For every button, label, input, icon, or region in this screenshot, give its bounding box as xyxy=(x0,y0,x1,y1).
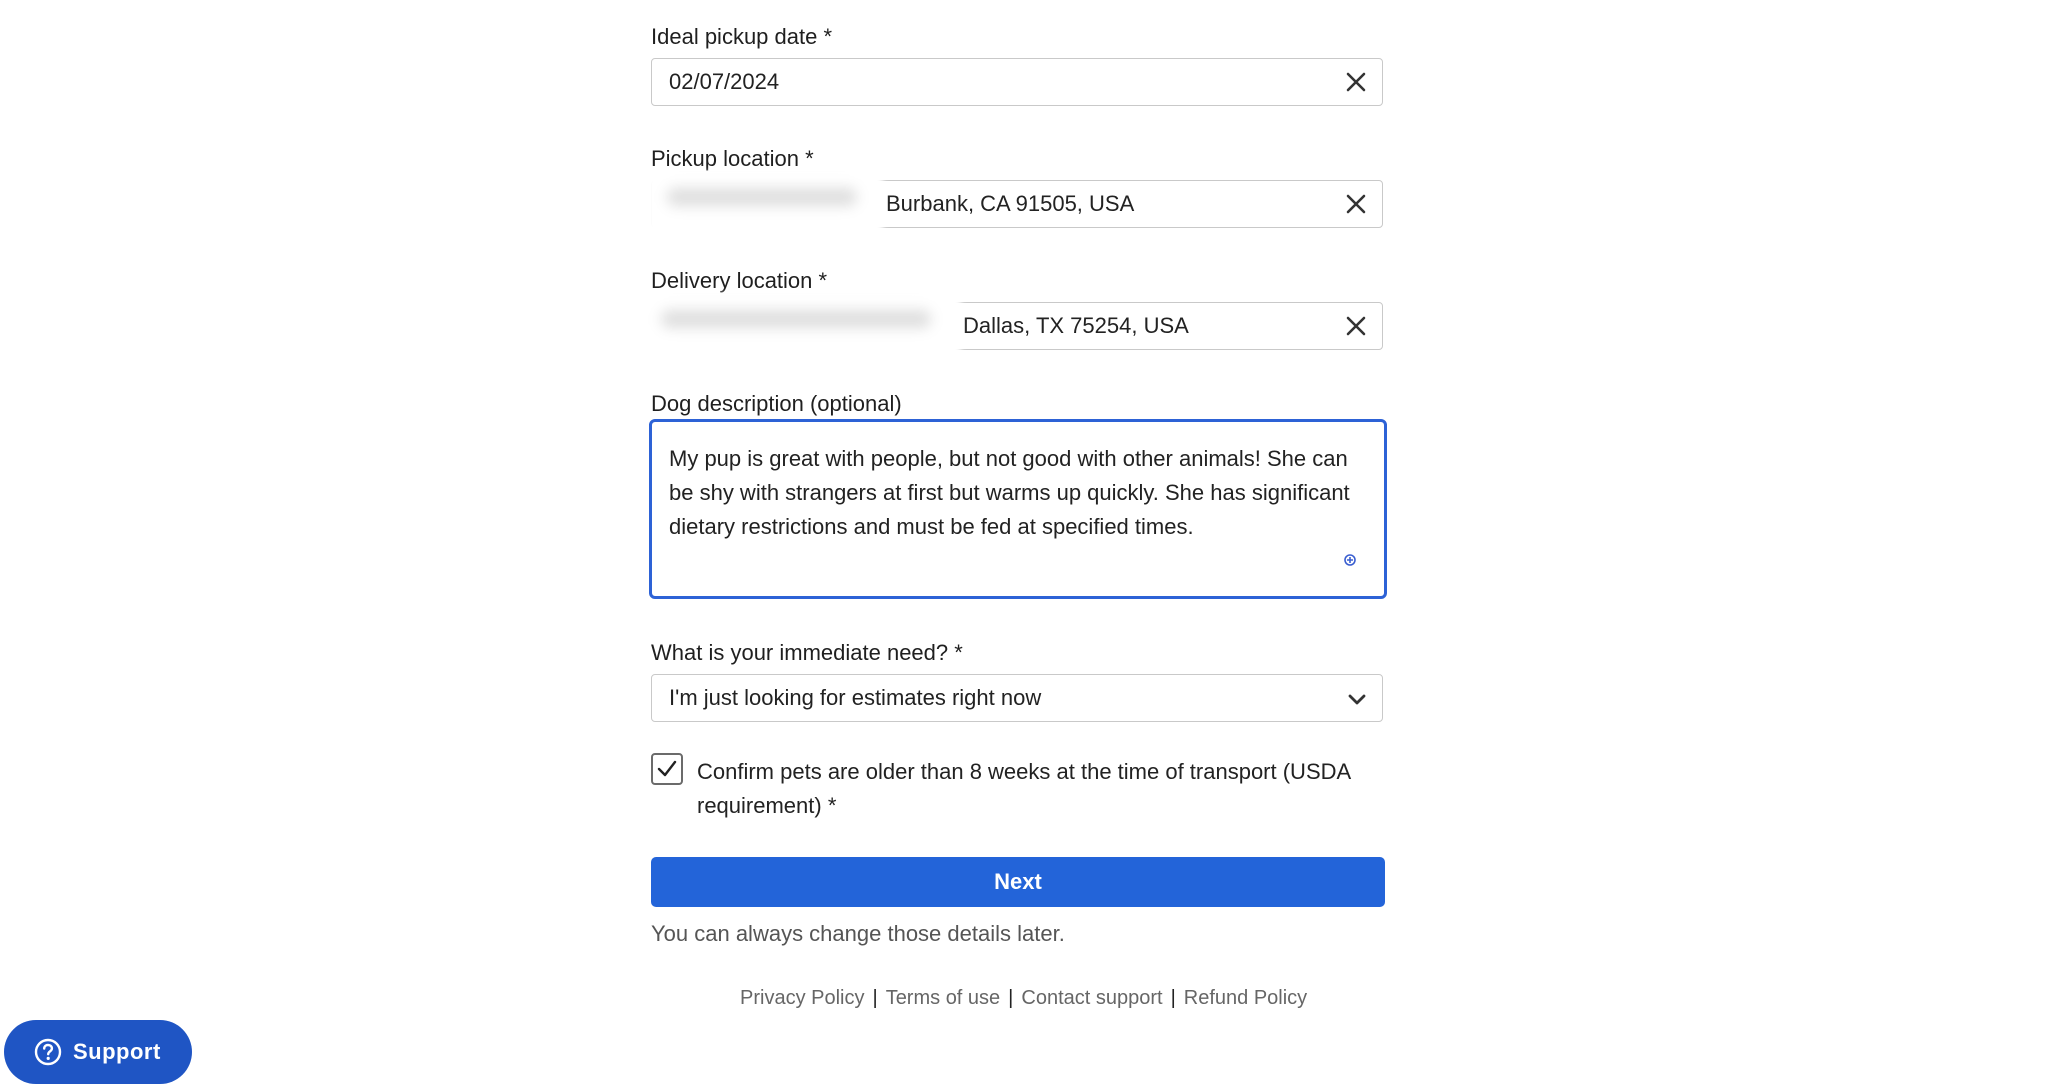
support-label: Support xyxy=(73,1039,161,1064)
redacted-street-address xyxy=(641,294,961,358)
support-button[interactable] xyxy=(4,1020,192,1084)
chevron-down-icon xyxy=(1346,688,1368,710)
refund-policy-link[interactable]: Refund Policy xyxy=(1183,987,1308,1009)
privacy-policy-link[interactable]: Privacy Policy xyxy=(740,987,865,1009)
footer-separator: | xyxy=(1170,987,1176,1009)
pickup-date-field[interactable] xyxy=(651,58,1383,106)
terms-of-use-link[interactable]: Terms of use xyxy=(885,987,1001,1009)
pickup-date-label: Ideal pickup date * xyxy=(651,24,833,49)
pickup-date-value: 02/07/2024 xyxy=(669,69,780,94)
footer-separator: | xyxy=(872,987,878,1009)
delivery-location-value: Dallas, TX 75254, USA xyxy=(963,313,1189,338)
footer-links xyxy=(740,985,1307,1011)
confirm-age-checkbox[interactable] xyxy=(651,753,683,785)
pickup-location-label: Pickup location * xyxy=(651,146,814,171)
dog-description-label: Dog description (optional) xyxy=(651,391,902,416)
contact-support-link[interactable]: Contact support xyxy=(1021,987,1163,1009)
change-details-hint: You can always change those details later. xyxy=(651,921,1065,946)
close-icon[interactable] xyxy=(1344,192,1368,216)
dog-description-text: My pup is great with people, but not good with other animals! She can be shy with strangers at first but warms up quickly. She has significant dietary restrictions and must be fed at specified times. xyxy=(669,446,1350,539)
redacted-street-address xyxy=(647,172,883,236)
close-icon[interactable] xyxy=(1344,70,1368,94)
pickup-location-value: Burbank, CA 91505, USA xyxy=(886,191,1135,216)
immediate-need-label: What is your immediate need? * xyxy=(651,640,963,665)
next-button[interactable]: Next xyxy=(651,857,1385,907)
immediate-need-select[interactable] xyxy=(651,674,1383,722)
dog-description-textarea[interactable] xyxy=(649,419,1387,599)
close-icon[interactable] xyxy=(1344,314,1368,338)
footer-separator: | xyxy=(1008,987,1014,1009)
immediate-need-value: I'm just looking for estimates right now xyxy=(669,685,1042,710)
checkmark-icon xyxy=(656,758,678,780)
question-circle-icon xyxy=(34,1038,62,1066)
delivery-location-label: Delivery location * xyxy=(651,268,828,293)
resize-handle-icon[interactable] xyxy=(1344,554,1356,566)
confirm-age-label: Confirm pets are older than 8 weeks at the time of transport (USDA requirement) * xyxy=(697,759,1350,818)
